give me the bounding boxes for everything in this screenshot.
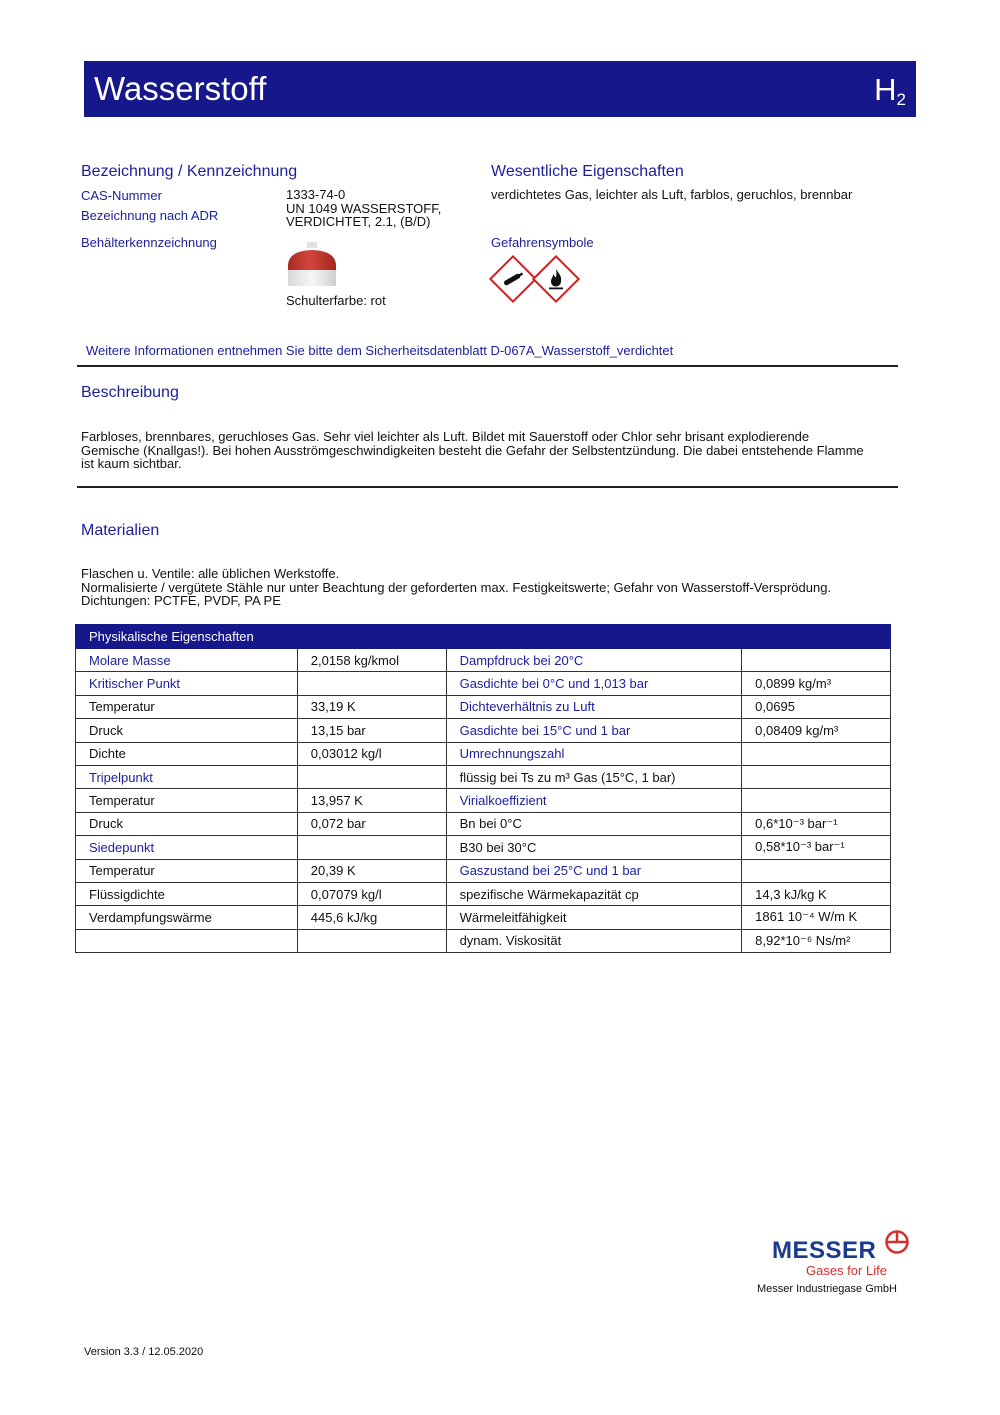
table-cell: Dichte bbox=[76, 742, 298, 765]
title-bar bbox=[84, 61, 916, 117]
table-cell: 0,58*10⁻³ bar⁻¹ bbox=[742, 836, 891, 859]
properties-text: verdichtetes Gas, leichter als Luft, farblos, geruchlos, brennbar bbox=[491, 187, 853, 202]
table-cell bbox=[742, 649, 891, 672]
further-info-link[interactable]: Weitere Informationen entnehmen Sie bitte dem Sicherheitsdatenblatt D-067A_Wasserstoff_verdichtet bbox=[86, 343, 674, 358]
table-cell: Gasdichte bei 15°C und 1 bar bbox=[446, 719, 742, 742]
table-cell: 13,15 bar bbox=[297, 719, 446, 742]
table-row bbox=[76, 719, 891, 742]
adr-value-line1: UN 1049 WASSERSTOFF, bbox=[286, 201, 442, 216]
table-row bbox=[76, 812, 891, 835]
gas-cylinder-icon bbox=[489, 255, 537, 303]
page-title: Wasserstoff bbox=[94, 70, 267, 107]
table-cell: Wärmeleitfähigkeit bbox=[446, 906, 742, 929]
table-cell: 14,3 kJ/kg K bbox=[742, 882, 891, 905]
table-cell bbox=[297, 765, 446, 788]
table-cell: 8,92*10⁻⁶ Ns/m² bbox=[742, 929, 891, 952]
table-cell: Bn bei 0°C bbox=[446, 812, 742, 835]
table-row bbox=[76, 672, 891, 695]
materials-heading: Materialien bbox=[81, 522, 160, 539]
cylinder-shoulder-icon bbox=[287, 242, 337, 286]
table-cell: Verdampfungswärme bbox=[76, 906, 298, 929]
table-cell: Umrechnungszahl bbox=[446, 742, 742, 765]
table-cell: Virialkoeffizient bbox=[446, 789, 742, 812]
table-row bbox=[76, 859, 891, 882]
cas-label: CAS-Nummer bbox=[81, 188, 162, 203]
table-heading: Physikalische Eigenschaften bbox=[76, 625, 891, 649]
container-label: Behälterkennzeichnung bbox=[81, 235, 217, 250]
table-cell: Temperatur bbox=[76, 695, 298, 718]
logo-symbol-icon bbox=[884, 1229, 910, 1255]
table-cell bbox=[297, 672, 446, 695]
table-row bbox=[76, 906, 891, 929]
chemical-formula: $H_2$ bbox=[874, 72, 906, 109]
adr-label: Bezeichnung nach ADR bbox=[81, 208, 219, 223]
logo-brand: MESSER bbox=[772, 1237, 877, 1264]
physical-properties-table bbox=[75, 624, 891, 953]
table-row bbox=[76, 789, 891, 812]
table-row bbox=[76, 695, 891, 718]
hazard-label: Gefahrensymbole bbox=[491, 235, 594, 250]
description-text: Farbloses, brennbares, geruchloses Gas. Sehr viel leichter als Luft. Bildet mit Sauerstoff oder Chlor sehr brisant explodierende Gemische (Knallgas!). Bei hohen Ausströmgeschwindigkeiten besteht die Gefahr der Selbstentzündung. Die dabei entstehende Flamme ist kaum sichtbar. bbox=[81, 429, 864, 471]
table-cell: 445,6 kJ/kg bbox=[297, 906, 446, 929]
table-cell: Dichteverhältnis zu Luft bbox=[446, 695, 742, 718]
table-cell: 2,0158 kg/kmol bbox=[297, 649, 446, 672]
table-cell bbox=[742, 765, 891, 788]
table-cell: Temperatur bbox=[76, 789, 298, 812]
table-row bbox=[76, 765, 891, 788]
table-cell: Gasdichte bei 0°C und 1,013 bar bbox=[446, 672, 742, 695]
table-row bbox=[76, 882, 891, 905]
table-cell: Gaszustand bei 25°C und 1 bar bbox=[446, 859, 742, 882]
table-cell: 0,03012 kg/l bbox=[297, 742, 446, 765]
shoulder-color-text: Schulterfarbe: rot bbox=[286, 293, 386, 308]
table-cell: Tripelpunkt bbox=[76, 765, 298, 788]
divider bbox=[77, 365, 898, 367]
table-cell bbox=[742, 859, 891, 882]
table-cell: B30 bei 30°C bbox=[446, 836, 742, 859]
table-cell: 0,07079 kg/l bbox=[297, 882, 446, 905]
table-cell: Molare Masse bbox=[76, 649, 298, 672]
table-cell: 33,19 K bbox=[297, 695, 446, 718]
table-cell: 1861 10⁻⁴ W/m K bbox=[742, 906, 891, 929]
table-cell bbox=[297, 929, 446, 952]
company-name: Messer Industriegase GmbH bbox=[757, 1283, 897, 1295]
table-cell: flüssig bei Ts zu m³ Gas (15°C, 1 bar) bbox=[446, 765, 742, 788]
table-cell: Kritischer Punkt bbox=[76, 672, 298, 695]
version-footer: Version 3.3 / 12.05.2020 bbox=[84, 1346, 204, 1358]
table-cell: 0,072 bar bbox=[297, 812, 446, 835]
logo-tagline: Gases for Life bbox=[806, 1263, 887, 1278]
table-row bbox=[76, 649, 891, 672]
materials-text: Flaschen u. Ventile: alle üblichen Werkstoffe. Normalisierte / vergütete Stähle nur unter Beachtung der geforderten max. Festigkeitswerte; Gefahr von Wasserstoff-Versprödung. Dichtungen: PCTFE, PVDF, PA PE bbox=[81, 566, 832, 608]
table-cell: Druck bbox=[76, 719, 298, 742]
properties-heading: Wesentliche Eigenschaften bbox=[491, 163, 684, 180]
table-cell: Dampfdruck bei 20°C bbox=[446, 649, 742, 672]
table-row bbox=[76, 929, 891, 952]
table-cell bbox=[297, 836, 446, 859]
adr-value-line2: VERDICHTET, 2.1, (B/D) bbox=[286, 214, 431, 229]
table-cell: 0,0899 kg/m³ bbox=[742, 672, 891, 695]
table-cell: 20,39 K bbox=[297, 859, 446, 882]
table-cell: Temperatur bbox=[76, 859, 298, 882]
table-cell: Flüssigdichte bbox=[76, 882, 298, 905]
table-cell: 0,6*10⁻³ bar⁻¹ bbox=[742, 812, 891, 835]
table-cell: Druck bbox=[76, 812, 298, 835]
table-row bbox=[76, 742, 891, 765]
table-cell bbox=[76, 929, 298, 952]
table-cell bbox=[742, 789, 891, 812]
table-cell: 0,08409 kg/m³ bbox=[742, 719, 891, 742]
description-heading: Beschreibung bbox=[81, 384, 179, 401]
divider bbox=[77, 486, 898, 488]
table-cell: 13,957 K bbox=[297, 789, 446, 812]
table-cell: Siedepunkt bbox=[76, 836, 298, 859]
designation-heading: Bezeichnung / Kennzeichnung bbox=[81, 163, 298, 180]
table-row bbox=[76, 836, 891, 859]
table-cell: dynam. Viskosität bbox=[446, 929, 742, 952]
table-cell: spezifische Wärmekapazität cp bbox=[446, 882, 742, 905]
flame-icon bbox=[532, 255, 580, 303]
table-cell: 0,0695 bbox=[742, 695, 891, 718]
cas-value: 1333-74-0 bbox=[286, 187, 346, 202]
table-cell bbox=[742, 742, 891, 765]
